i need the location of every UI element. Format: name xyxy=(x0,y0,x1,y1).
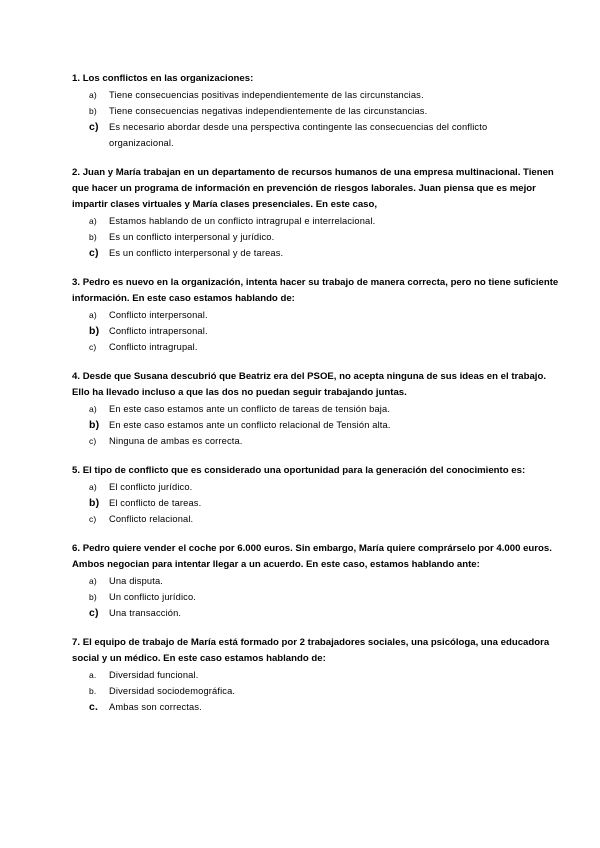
option-text: Es un conflicto interpersonal y de tareas. xyxy=(109,248,284,258)
option-marker: a) xyxy=(89,404,97,414)
option-marker: a) xyxy=(89,482,97,492)
answer-option xyxy=(72,667,560,683)
option-marker: c) xyxy=(89,514,97,524)
answer-option xyxy=(72,511,560,527)
option-marker: a) xyxy=(89,576,97,586)
question-number: 3. xyxy=(72,277,81,288)
option-marker: c) xyxy=(89,436,97,446)
answer-option xyxy=(72,589,560,605)
question-text: Los conflictos en las organizaciones: xyxy=(82,73,254,84)
question-text: Pedro quiere vender el coche por 6.000 euros. Sin embargo, María quiere comprárselo por 4.000 euros. Ambos negocian para intentar llegar a un acuerdo. En este caso, estamos hablando ante: xyxy=(72,543,552,570)
option-marker: b) xyxy=(89,232,97,242)
question-number: 1. xyxy=(72,73,81,84)
option-text: Ambas son correctas. xyxy=(109,702,202,712)
answer-option xyxy=(72,417,560,433)
question-number: 5. xyxy=(72,465,81,476)
answer-option xyxy=(72,433,560,449)
question-stem xyxy=(72,275,560,307)
option-text: Ninguna de ambas es correcta. xyxy=(109,436,243,446)
question xyxy=(72,635,560,715)
option-text: Diversidad funcional. xyxy=(109,670,199,680)
option-marker: b) xyxy=(89,592,97,602)
option-text: Estamos hablando de un conflicto intragrupal e interrelacional. xyxy=(109,216,376,226)
option-list xyxy=(72,573,560,621)
question-text: Pedro es nuevo en la organización, intenta hacer su trabajo de manera correcta, pero no tiene suficiente información. En este caso estamos hablando de: xyxy=(72,277,559,304)
question-stem xyxy=(72,463,560,479)
answer-option xyxy=(72,495,560,511)
question xyxy=(72,541,560,621)
option-text: Conflicto relacional. xyxy=(109,514,194,524)
option-marker: c) xyxy=(89,342,97,352)
option-marker: b) xyxy=(89,325,100,337)
option-text: Conflicto interpersonal. xyxy=(109,310,208,320)
option-text: Una disputa. xyxy=(109,576,163,586)
question xyxy=(72,165,560,261)
option-text: El conflicto jurídico. xyxy=(109,482,193,492)
question-text: El equipo de trabajo de María está formado por 2 trabajadores sociales, una psicóloga, una educadora social y un médico. En este caso estamos hablando de: xyxy=(72,637,550,664)
option-marker: c) xyxy=(89,607,99,619)
answer-option xyxy=(72,307,560,323)
option-text: Conflicto intragrupal. xyxy=(109,342,198,352)
option-text: Un conflicto jurídico. xyxy=(109,592,197,602)
question xyxy=(72,369,560,449)
answer-option xyxy=(72,245,560,261)
option-text: En este caso estamos ante un conflicto relacional de Tensión alta. xyxy=(109,420,391,430)
answer-option xyxy=(72,401,560,417)
option-marker: c) xyxy=(89,121,99,133)
option-list xyxy=(72,479,560,527)
answer-option xyxy=(72,103,560,119)
question-text: Desde que Susana descubrió que Beatriz era del PSOE, no acepta ninguna de sus ideas en el trabajo. Ello ha llevado incluso a que las dos no puedan seguir trabajando juntas. xyxy=(72,371,546,398)
option-marker: a. xyxy=(89,670,97,680)
answer-option xyxy=(72,229,560,245)
option-text: Diversidad sociodemográfica. xyxy=(109,686,236,696)
question-stem xyxy=(72,165,560,213)
answer-option xyxy=(72,479,560,495)
question-stem xyxy=(72,635,560,667)
answer-option xyxy=(72,213,560,229)
question-number: 4. xyxy=(72,371,81,382)
option-list xyxy=(72,87,560,151)
answer-option xyxy=(72,339,560,355)
answer-option xyxy=(72,699,560,715)
question-stem xyxy=(72,71,560,87)
option-marker: b) xyxy=(89,419,100,431)
option-text: Tiene consecuencias positivas independientemente de las circunstancias. xyxy=(109,90,424,100)
option-list xyxy=(72,401,560,449)
answer-option xyxy=(72,87,560,103)
option-text: Una transacción. xyxy=(109,608,182,618)
option-marker: c) xyxy=(89,247,99,259)
option-text: El conflicto de tareas. xyxy=(109,498,202,508)
question-stem xyxy=(72,369,560,401)
option-text: En este caso estamos ante un conflicto de tareas de tensión baja. xyxy=(109,404,391,414)
option-marker: b) xyxy=(89,497,100,509)
option-marker: c. xyxy=(89,701,99,713)
option-text: Conflicto intrapersonal. xyxy=(109,326,208,336)
question-text: El tipo de conflicto que es considerado una oportunidad para la generación del conocimiento es: xyxy=(82,465,526,476)
answer-option xyxy=(72,323,560,339)
option-marker: a) xyxy=(89,90,97,100)
question xyxy=(72,71,560,151)
option-list xyxy=(72,213,560,261)
option-list xyxy=(72,667,560,715)
option-marker: b) xyxy=(89,106,97,116)
option-marker: a) xyxy=(89,216,97,226)
option-marker: b. xyxy=(89,686,97,696)
answer-option xyxy=(72,605,560,621)
question-number: 6. xyxy=(72,543,81,554)
question xyxy=(72,275,560,355)
question-number: 2. xyxy=(72,167,81,178)
question-stem xyxy=(72,541,560,573)
question-list xyxy=(72,71,560,715)
option-marker: a) xyxy=(89,310,97,320)
option-text: Es un conflicto interpersonal y jurídico. xyxy=(109,232,275,242)
question-text: Juan y María trabajan en un departamento de recursos humanos de una empresa multinacional. Tienen que hacer un programa de información en prevención de riesgos laborales. Juan piensa que es mejor impartir clases virtuales y María clases presenciales. En este caso, xyxy=(72,167,554,210)
question xyxy=(72,463,560,527)
option-list xyxy=(72,307,560,355)
answer-option xyxy=(72,683,560,699)
answer-option xyxy=(72,573,560,589)
answer-option xyxy=(72,119,560,151)
option-text: Tiene consecuencias negativas independientemente de las circunstancias. xyxy=(109,106,428,116)
option-text: Es necesario abordar desde una perspectiva contingente las consecuencias del conflicto organizacional. xyxy=(109,122,488,148)
question-number: 7. xyxy=(72,637,81,648)
